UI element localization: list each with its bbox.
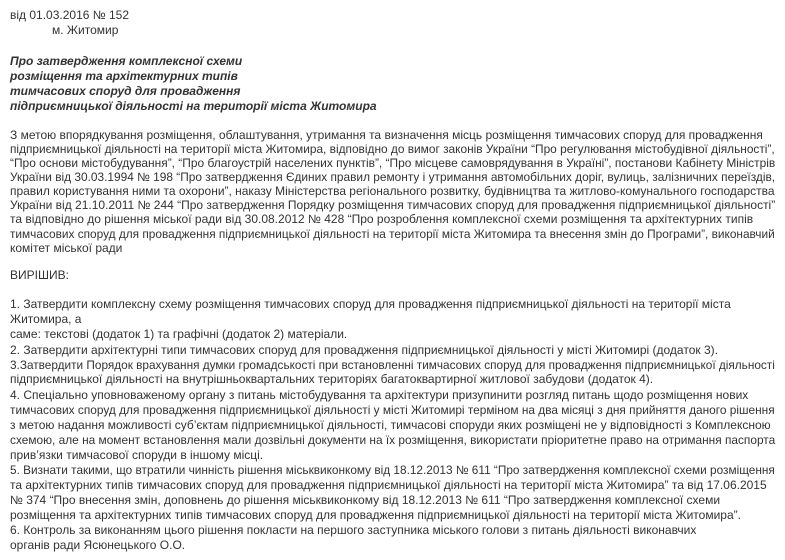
decision-line: розміщення та архітектурних типів тимчасових споруд для провадження підприємницької діяльності на території міста Житомира”. <box>10 508 741 522</box>
preamble-line: правил користування ними та охорони”, наказу Міністерства регіонального розвитку, будівництва та житлово-комунального господарства <box>10 184 775 198</box>
decided-heading: ВИРІШИВ: <box>10 268 69 282</box>
decision-line: з метою надання можливості суб’єктам підприємницької діяльності, тимчасові споруди яких розміщені не у відповідності з Комплексною <box>10 418 771 432</box>
decision-line: 1. Затвердити комплексну схему розміщення тимчасових споруд для провадження підприємницької діяльності на території міста <box>10 297 731 311</box>
preamble-line: комітет міської ради <box>10 241 123 255</box>
document-title-line: тимчасових споруд для провадження <box>10 84 241 98</box>
document-title-line: Про затвердження комплексної схеми <box>10 54 243 68</box>
preamble-line: України від 30.03.1994 № 198 “Про затвердження Єдиних правил ремонту і утримання автомобільних доріг, вулиць, залізничних переїздів, <box>10 170 776 184</box>
document-date-number: від 01.03.2016 № 152 <box>10 8 129 22</box>
preamble-line: З метою впорядкування розміщення, облаштування, утримання та визначення місць розміщення тимчасових споруд для провадження <box>10 128 763 142</box>
decision-line: 5. Визнати такими, що втратили чинність рішення міськвиконкому від 18.12.2013 № 611 “Про затвердження комплексної схеми розміщення <box>10 463 775 477</box>
preamble-line: підприємницької діяльності на території міста Житомира, відповідно до вимог законів України “Про регулювання містобудівної діяльності”, <box>10 142 775 156</box>
decision-line: № 374 “Про внесення змін, доповнень до рішення міськвиконкому від 18.12.2013 № 611 “Про затвердження комплексної схеми <box>10 493 721 507</box>
decision-line: 2. Затвердити архітектурні типи тимчасових споруд для провадження підприємницької діяльності у місті Житомирі (додаток 3). <box>10 343 718 357</box>
preamble-line: та відповідно до рішення міської ради від 30.08.2012 № 428 “Про розроблення комплексної схеми розміщення та архітектурних типів <box>10 212 754 226</box>
decision-line: саме: текстові (додаток 1) та графічні (додаток 2) матеріали. <box>10 327 348 341</box>
preamble-line: України від 21.10.2011 № 244 “Про затвердження Порядку розміщення тимчасових споруд для провадження підприємницької діяльності” <box>10 198 776 212</box>
decision-line: тимчасових споруд для провадження підприємницької діяльності у місті Житомирі терміном на два місяці з дня прийняття даного рішення <box>10 403 775 417</box>
document-city: м. Житомир <box>52 23 119 37</box>
decision-line: підприємницької діяльності на внутрішньоквартальних територіях багатоквартирної житлової забудови (додаток 4). <box>10 372 654 386</box>
document-title-line: підприємницької діяльності на території міста Житомира <box>10 99 377 113</box>
document-title-line: розміщення та архітектурних типів <box>10 69 238 83</box>
decision-line: схемою, але на момент встановлення мали дозвільні документи на їх розміщення, використати пріоритетне право на отримання паспорта <box>10 433 776 447</box>
decision-line: органів ради Ясюнецького О.О. <box>10 538 186 552</box>
decision-line: 4. Спеціально уповноваженому органу з питань містобудування та архітектури призупинити розгляд питань щодо розміщення нових <box>10 388 749 402</box>
decision-line: 6. Контроль за виконанням цього рішення покласти на першого заступника міського голови з питань діяльності виконавчих <box>10 523 697 537</box>
decision-line: та архітектурних типів тимчасових споруд для провадження підприємницької діяльності на території міста Житомира” та від 17.06.2015 <box>10 478 767 492</box>
decision-line: прив’язки тимчасової споруди в іншому місці. <box>10 448 264 462</box>
preamble-line: тимчасових споруд для провадження підприємницької діяльності на території міста Житомира та внесення змін до Програми”, виконавчий <box>10 227 775 241</box>
decision-line: Житомира, а <box>10 312 82 326</box>
decision-line: 3.Затвердити Порядок врахування думки громадськості при встановленні тимчасових споруд для провадження підприємницької діяльності <box>10 358 775 372</box>
preamble-line: “Про основи містобудування”, “Про благоустрій населених пунктів”, “Про місцеве самоврядування в Україні”, постанови Кабінету Міністрів <box>10 156 776 170</box>
